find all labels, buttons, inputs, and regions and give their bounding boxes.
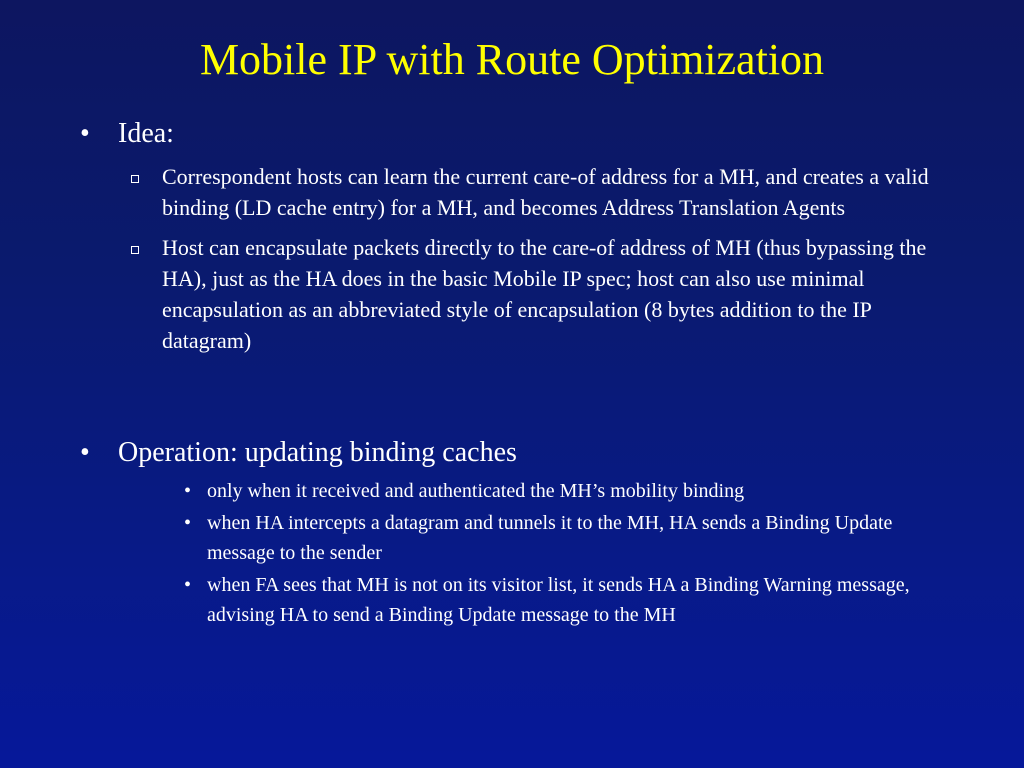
sub-sub-bullet-item xyxy=(0,476,967,506)
sub-sub-bullet-text: only when it received and authenticated the MH’s mobility binding xyxy=(207,480,745,502)
sub-sub-bullet-item xyxy=(0,508,947,568)
bullet-dot-icon: • xyxy=(80,118,90,149)
slide-title: Mobile IP with Route Optimization xyxy=(199,35,825,84)
hollow-square-bullet-icon xyxy=(131,175,139,183)
bullet-dot-icon: • xyxy=(80,437,90,468)
sub-bullet-text: Correspondent hosts can learn the current care-of address for a MH, and creates a valid binding (LD cache entry) for a MH, and becomes Address Translation Agents xyxy=(162,164,929,220)
section-heading: Idea: xyxy=(118,118,174,149)
hollow-square-bullet-icon xyxy=(131,246,139,254)
section-operation xyxy=(0,436,1024,630)
small-bullet-dot-icon: • xyxy=(184,574,192,596)
sub-bullet-item xyxy=(0,232,962,356)
sub-sub-bullet-item xyxy=(0,570,969,630)
sub-bullet-item xyxy=(0,161,962,223)
sub-sub-bullet-text: when FA sees that MH is not on its visitor list, it sends HA a Binding Warning message, advising HA to send a Binding Update message to the MH xyxy=(207,574,910,626)
small-bullet-dot-icon: • xyxy=(184,480,192,502)
section-heading: Operation: updating binding caches xyxy=(118,437,517,468)
small-bullet-dot-icon: • xyxy=(184,512,192,534)
bullet-item-operation xyxy=(0,436,978,470)
bullet-item-idea xyxy=(0,117,978,151)
sub-sub-bullet-text: when HA intercepts a datagram and tunnels it to the MH, HA sends a Binding Update message to the sender xyxy=(207,512,893,564)
section-idea xyxy=(0,117,1024,356)
sub-bullet-text: Host can encapsulate packets directly to the care-of address of MH (thus bypassing the HA), just as the HA does in the basic Mobile IP spec; host can also use minimal encapsulation as an abbreviated style of encapsulation (8 bytes addition to the IP datagram) xyxy=(162,235,927,353)
